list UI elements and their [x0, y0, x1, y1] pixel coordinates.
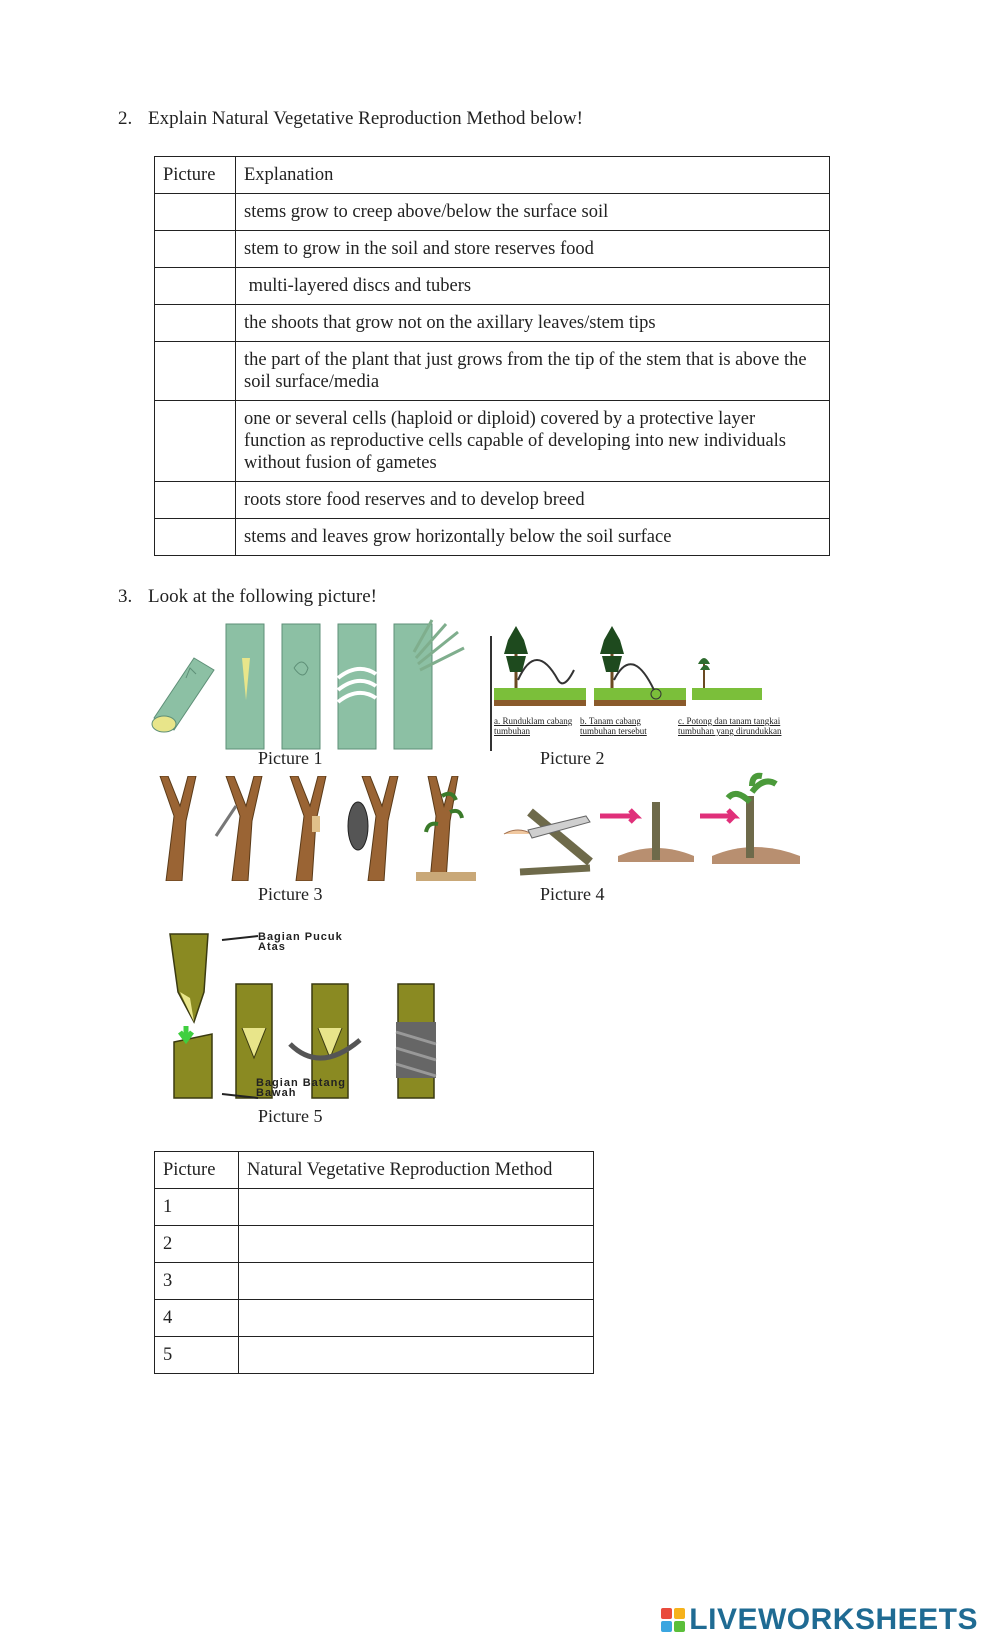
- table-row: [155, 1263, 594, 1300]
- table-row: [155, 1337, 594, 1374]
- question-3: [118, 586, 377, 608]
- table-row: [155, 1189, 594, 1226]
- picture-number: 3: [155, 1263, 239, 1300]
- explanation-cell: stem to grow in the soil and store reserves food: [236, 231, 830, 268]
- question-number: 3.: [118, 586, 133, 607]
- table-row: [155, 194, 830, 231]
- header-picture: Picture: [155, 157, 236, 194]
- answer-cell[interactable]: [239, 1189, 594, 1226]
- picture-3-caption: Picture 3: [258, 884, 323, 904]
- header-picture: Picture: [155, 1152, 239, 1189]
- table-header-row: [155, 1152, 594, 1189]
- picture-cell[interactable]: [155, 482, 236, 519]
- question-2: [118, 108, 583, 130]
- picture-4-caption: Picture 4: [540, 884, 605, 904]
- header-explanation: Explanation: [236, 157, 830, 194]
- table-row: [155, 231, 830, 268]
- picture-number: 2: [155, 1226, 239, 1263]
- table-row: [155, 482, 830, 519]
- picture-5-bottom-label: Bagian Batang Bawah: [256, 1077, 347, 1099]
- picture-number: 5: [155, 1337, 239, 1374]
- picture-cell[interactable]: [155, 231, 236, 268]
- picture-cell[interactable]: [155, 342, 236, 401]
- explanation-cell: roots store food reserves and to develop breed: [236, 482, 830, 519]
- table-row: [155, 1300, 594, 1337]
- picture-cell[interactable]: [155, 519, 236, 556]
- table-row: [155, 268, 830, 305]
- header-method: Natural Vegetative Reproduction Method: [239, 1152, 594, 1189]
- picture-2-step-c: c. Potong dan tanam tangkai tumbuhan yang dirundukkan: [678, 716, 782, 736]
- table-row: [155, 401, 830, 482]
- picture-number: 4: [155, 1300, 239, 1337]
- picture-1-grafting-illustration: [146, 618, 486, 753]
- picture-5-top-label: Bagian Pucuk Atas: [258, 931, 343, 953]
- question-prompt: Explain Natural Vegetative Reproduction Method below!: [148, 108, 583, 129]
- picture-cell[interactable]: [155, 305, 236, 342]
- picture-number: 1: [155, 1189, 239, 1226]
- table-header-row: [155, 157, 830, 194]
- explanation-table: [154, 156, 830, 556]
- brand-name: LIVEWORKSHEETS: [689, 1603, 978, 1636]
- answer-cell[interactable]: [239, 1226, 594, 1263]
- table-row: [155, 305, 830, 342]
- explanation-cell: one or several cells (haploid or diploid) covered by a protective layer function as reproductive cells capable of developing into new individuals without fusion of gametes: [236, 401, 830, 482]
- picture-2-step-b: b. Tanam cabang tumbuhan tersebut: [580, 716, 647, 736]
- picture-5-caption: Picture 5: [258, 1106, 323, 1126]
- picture-2-step-a: a. Runduklam cabang tumbuhan: [494, 716, 573, 736]
- picture-1-caption: Picture 1: [258, 748, 323, 768]
- picture-3-air-layering-illustration: [146, 776, 476, 881]
- picture-2-layering-illustration: [494, 620, 804, 710]
- picture-cell[interactable]: [155, 401, 236, 482]
- answer-cell[interactable]: [239, 1337, 594, 1374]
- picture-cell[interactable]: [155, 268, 236, 305]
- picture-2-caption: Picture 2: [540, 748, 605, 768]
- explanation-cell: multi-layered discs and tubers: [236, 268, 830, 305]
- logo-icon: [661, 1608, 685, 1632]
- answer-cell[interactable]: [239, 1300, 594, 1337]
- answer-cell[interactable]: [239, 1263, 594, 1300]
- picture-cell[interactable]: [155, 194, 236, 231]
- method-answer-table: [154, 1151, 594, 1374]
- explanation-cell: stems grow to creep above/below the surface soil: [236, 194, 830, 231]
- explanation-cell: stems and leaves grow horizontally below the soil surface: [236, 519, 830, 556]
- picture-divider: [490, 636, 492, 751]
- table-row: [155, 519, 830, 556]
- liveworksheets-logo[interactable]: [661, 1603, 978, 1637]
- question-prompt: Look at the following picture!: [148, 586, 377, 607]
- question-number: 2.: [118, 108, 133, 129]
- table-row: [155, 342, 830, 401]
- explanation-cell: the shoots that grow not on the axillary leaves/stem tips: [236, 305, 830, 342]
- explanation-cell: the part of the plant that just grows from the tip of the stem that is above the soil surface/media: [236, 342, 830, 401]
- table-row: [155, 1226, 594, 1263]
- picture-4-cutting-illustration: [490, 772, 808, 887]
